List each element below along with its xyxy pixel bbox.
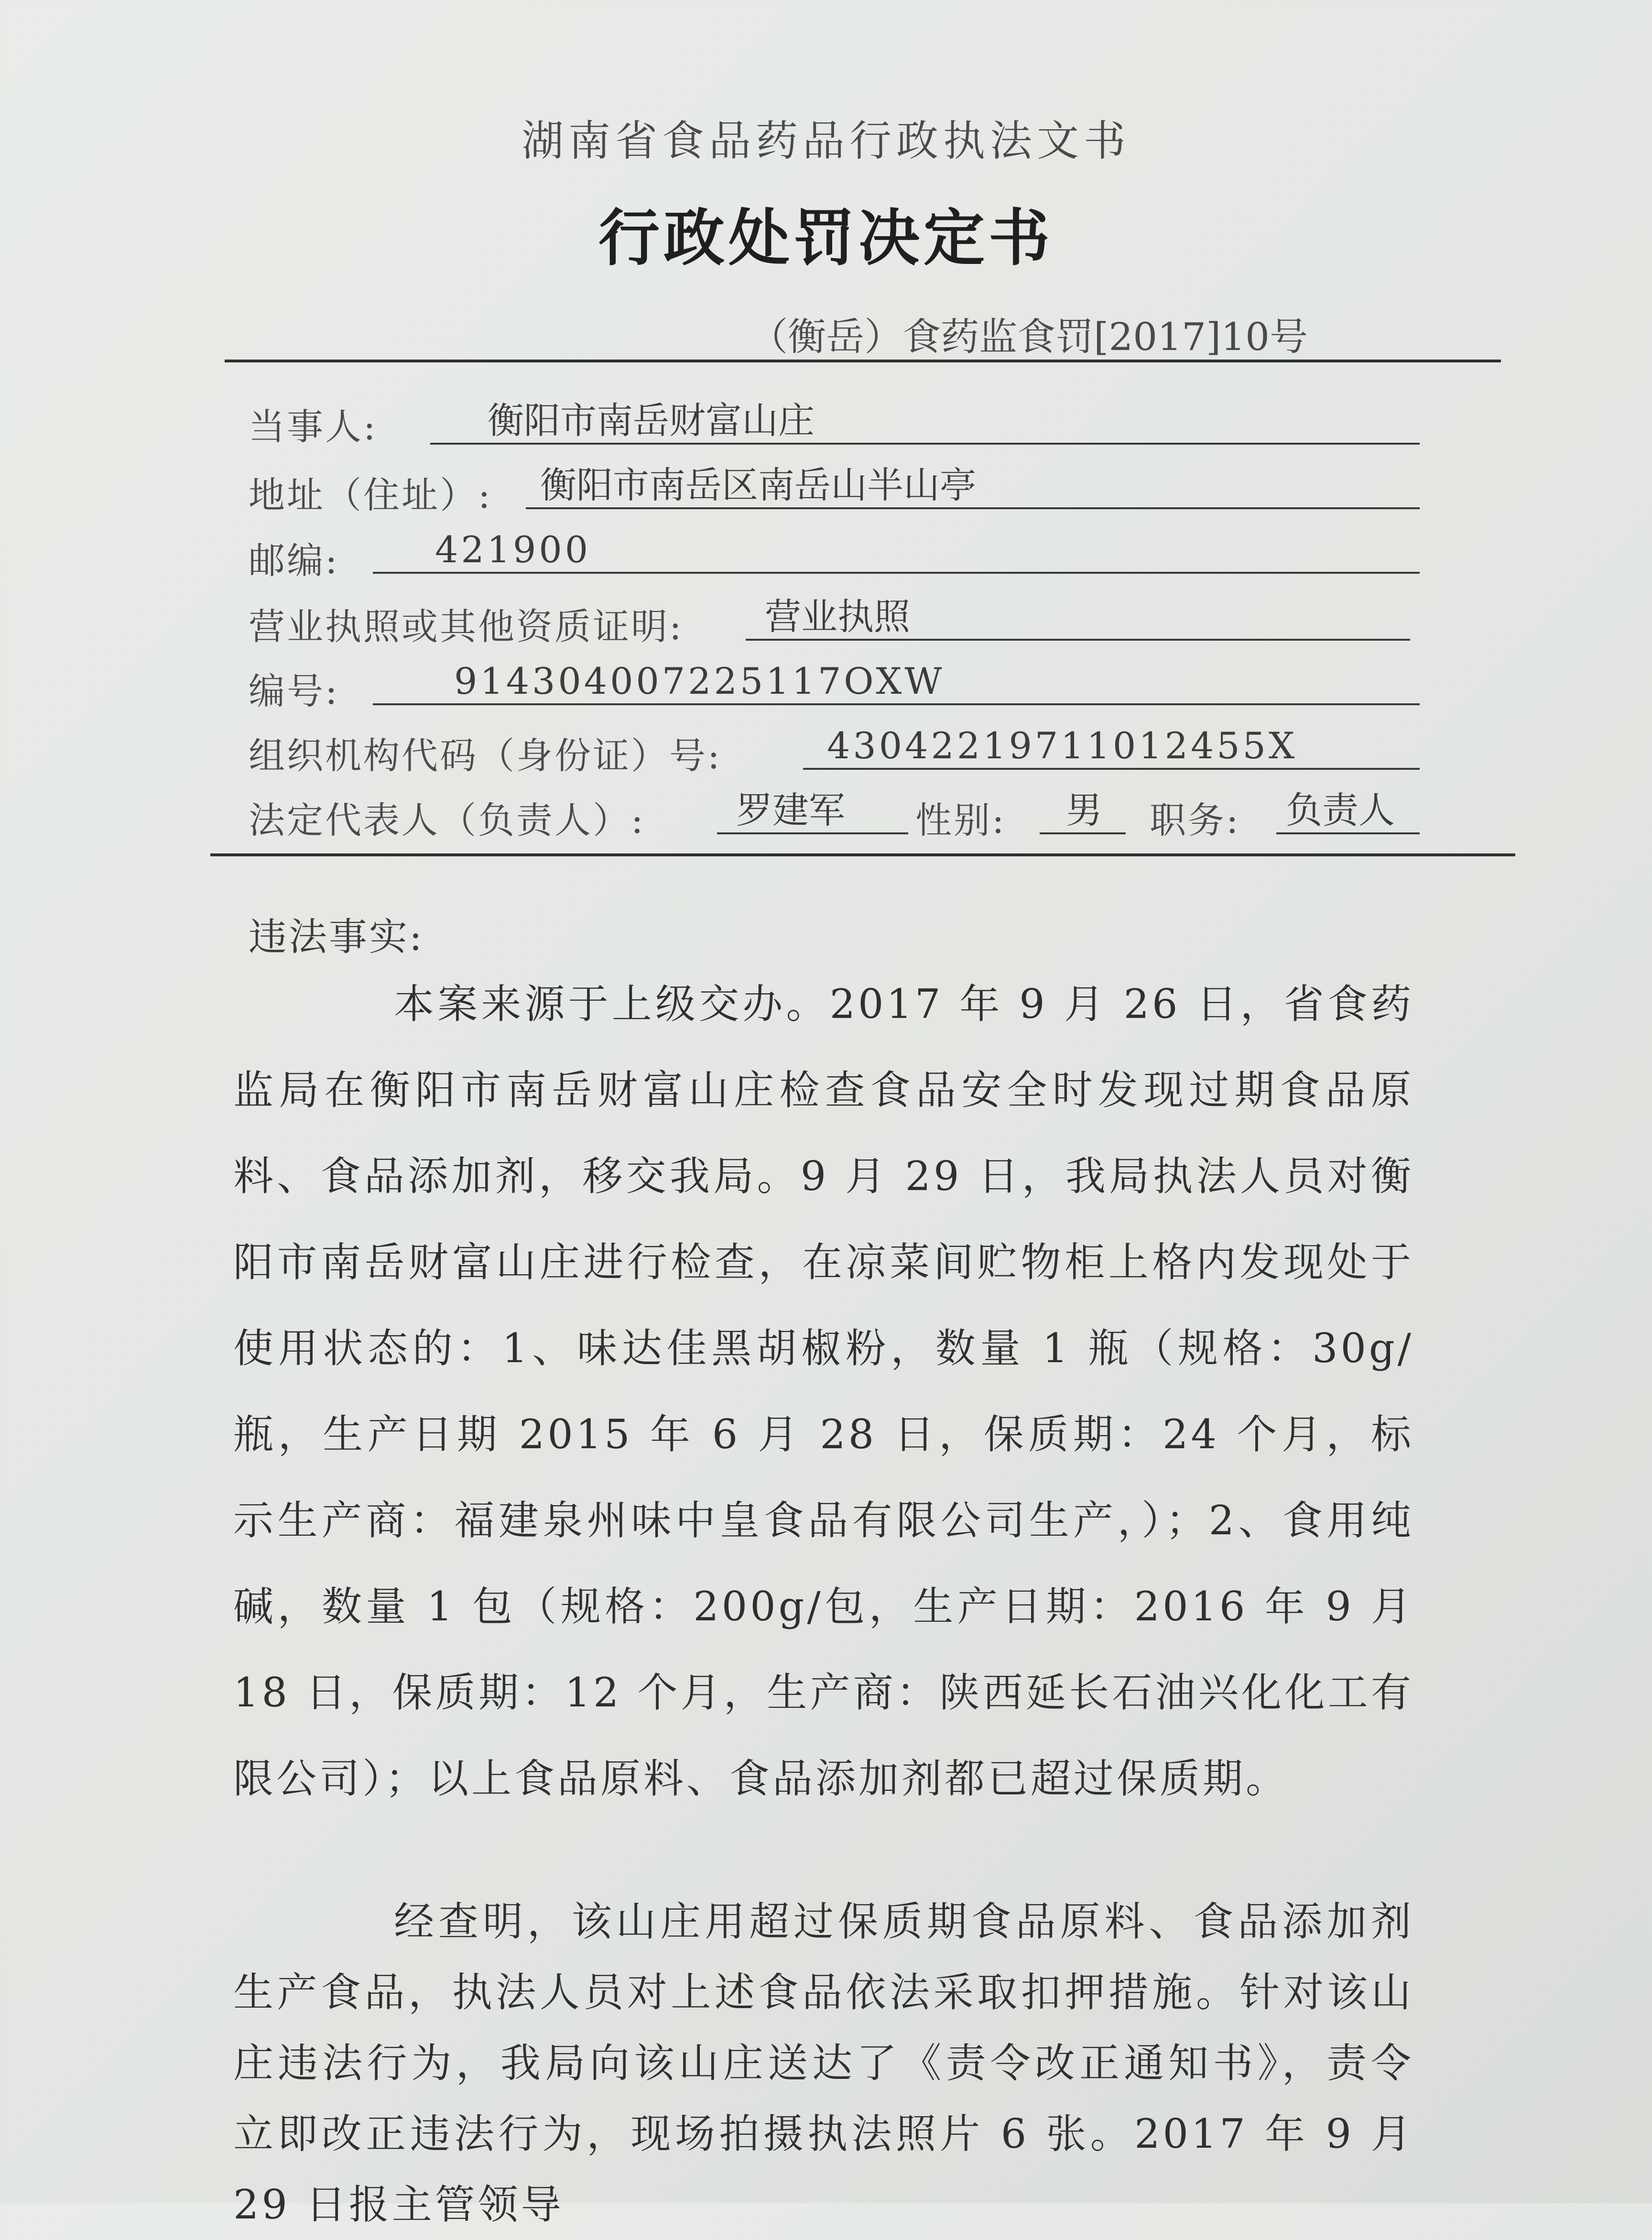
facts-body-2 (233, 1886, 1414, 2240)
party-value: 衡阳市南岳财富山庄 (430, 397, 1420, 445)
number-label: 编号: (249, 670, 339, 712)
postcode-value: 421900 (373, 526, 1420, 574)
document-title: 行政处罚决定书 (598, 202, 1054, 274)
document-number: （衡岳）食药监食罚[2017]10号 (750, 315, 1308, 359)
facts-heading: 违法事实: (249, 915, 424, 959)
rep-value: 罗建军 (717, 787, 908, 834)
orgcode-label: 组织机构代码（身份证）号: (249, 734, 722, 777)
license-label: 营业执照或其他资质证明: (249, 605, 684, 648)
facts-body (233, 961, 1414, 1822)
position-value: 负责人 (1276, 787, 1420, 834)
rep-label: 法定代表人（负责人）: (249, 799, 645, 841)
license-number-value: 914304007225117OXW (373, 657, 1420, 705)
address-label: 地址（住址）: (249, 474, 492, 516)
facts-paragraph-2: 经查明，该山庄用超过保质期食品原料、食品添加剂生产食品，执法人员对上述食品依法采取扣押措施。针对该山庄违法行为，我局向该山庄送达了《责令改正通知书》，责令立即改正违法行为，现场拍摄执法照片 6 张。2017 年 9 月 29 日报主管领导 (233, 1898, 1414, 2228)
orgcode-value: 43042219711012455X (803, 722, 1420, 770)
postcode-label: 邮编: (249, 539, 339, 582)
gender-value: 男 (1040, 787, 1126, 834)
bottom-rule (210, 853, 1515, 856)
facts-paragraph-1: 本案来源于上级交办。2017 年 9 月 26 日，省食药监局在衡阳市南岳财富山庄检查食品安全时发现过期食品原料、食品添加剂，移交我局。9 月 29 日，我局执法人员对衡阳市南岳财富山庄进行检查，在凉菜间贮物柜上格内发现处于使用状态的：1、味达佳黑胡椒粉，数量 1 瓶（规格：30g/瓶，生产日期 2015 年 6 月 28 日，保质期：24 个月，标示生产商：福建泉州味中皇食品有限公司生产，）；2、食用纯碱，数量 1 包（规格：200g/包，生产日期：2016 年 9 月 18 日，保质期：12 个月，生产商：陕西延长石油兴化化工有限公司）；以上食品原料、食品添加剂都已超过保质期。 (233, 981, 1414, 1802)
party-label: 当事人: (249, 405, 378, 448)
agency-heading: 湖南省食品药品行政执法文书 (521, 116, 1130, 165)
address-value: 衡阳市南岳区南岳山半山亭 (526, 461, 1420, 509)
gender-label: 性别: (915, 799, 1006, 841)
position-label: 职务: (1150, 799, 1240, 841)
license-value: 营业执照 (746, 593, 1410, 641)
top-rule (225, 360, 1501, 362)
